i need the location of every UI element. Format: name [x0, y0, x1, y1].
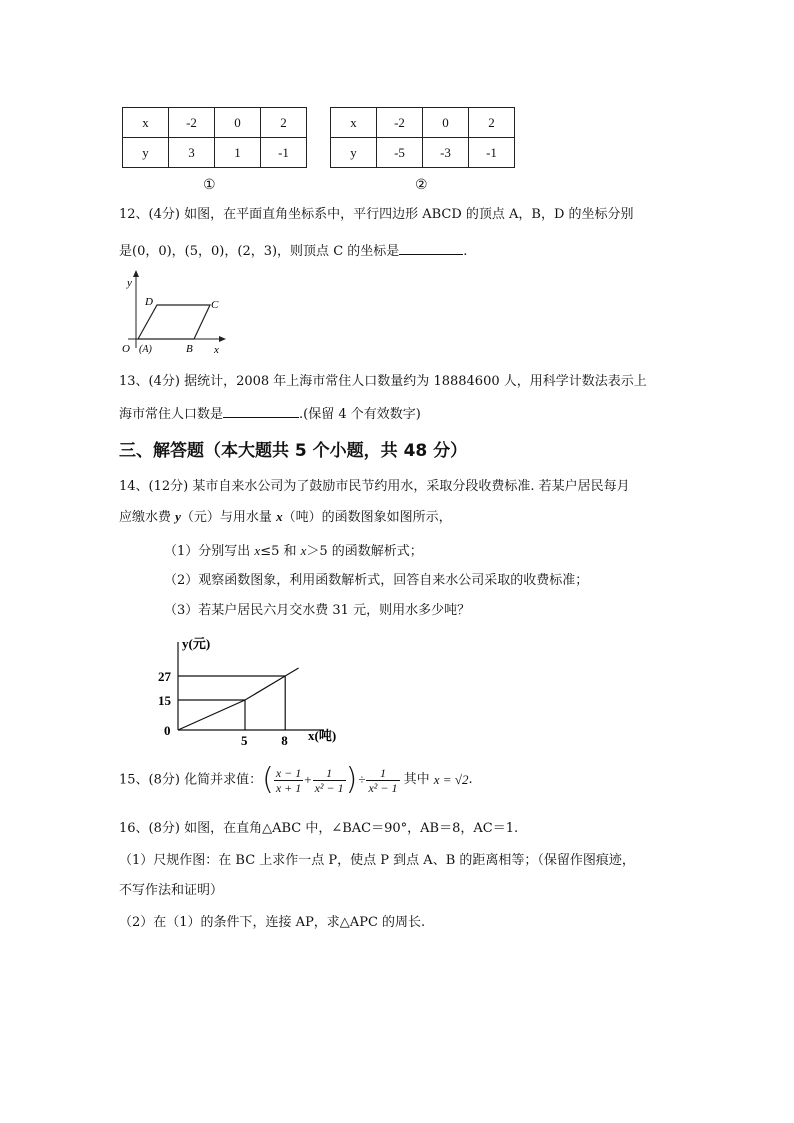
table-cell: 3: [169, 138, 215, 168]
table-cell: x: [123, 108, 169, 138]
q15-condition: x = √2: [433, 772, 469, 787]
q14-sub-3: （3）若某户居民六月交水费 31 元，则用水多少吨？: [164, 603, 471, 618]
value-table-1: [122, 107, 307, 168]
q14-var-x: x: [254, 543, 261, 558]
fraction-1: [274, 766, 303, 795]
table-cell: -1: [261, 138, 307, 168]
figure-x-arrow: [219, 336, 226, 342]
chart-x-tick-label: 5: [241, 733, 248, 748]
q14-sub-2: （2）观察函数图象，利用函数解析式，回答自来水公司采取的收费标准；: [164, 573, 589, 588]
plus-sign: +: [304, 772, 312, 787]
q16-line-2: （1）尺规作图：在 BC 上求作一点 P，使点 P 到点 A、B 的距离相等；（保留作图痕迹，: [119, 853, 635, 868]
q13-text: 海市常住人口数是: [119, 407, 224, 422]
table-cell: -3: [423, 138, 469, 168]
table-cell: -1: [469, 138, 515, 168]
figure-label-x: x: [214, 344, 219, 356]
chart-axes: [178, 642, 324, 730]
q14-text: 应缴水费: [119, 510, 176, 525]
q16-line-4: （2）在（1）的条件下，连接 AP，求△APC 的周长.: [119, 915, 426, 930]
table-cell: 0: [423, 108, 469, 138]
chart-x-label: x(吨): [308, 728, 337, 743]
q15-end: .: [468, 772, 473, 787]
table-cell: 2: [469, 108, 515, 138]
parallelogram-shape: [138, 305, 210, 339]
chart-y-tick-label: 27: [158, 669, 171, 684]
right-paren: ): [345, 762, 358, 797]
chart-x-tick-label: 8: [281, 733, 288, 748]
table-marker-1: ①: [203, 177, 216, 193]
figure-label-y: y: [127, 277, 132, 289]
fraction-numerator: x − 1: [275, 765, 302, 780]
q12-line-1: 12、(4分) 如图，在平面直角坐标系中，平行四边形 ABCD 的顶点 A，B，D 的坐标分别: [119, 207, 634, 222]
answer-blank[interactable]: [399, 240, 463, 255]
answer-blank[interactable]: [223, 403, 299, 418]
chart-guides: [178, 676, 285, 730]
q16-line-3: 不写作法和证明）: [119, 883, 224, 898]
table-cell: -2: [377, 108, 423, 138]
q14-var-x: x: [300, 543, 307, 558]
table-cell: x: [331, 108, 377, 138]
q16-line-1: 16、(8分) 如图，在直角△ABC 中，∠BAC＝90°，AB＝8，AC＝1.: [119, 821, 519, 836]
q15-text: 其中: [399, 772, 434, 787]
q14-sub-1: [164, 542, 423, 561]
fraction-3: [366, 766, 399, 795]
q14-text: （1）分别写出: [164, 544, 255, 559]
q14-var-y: y: [175, 509, 181, 524]
water-fee-chart: [150, 632, 370, 750]
q14-text: （吨）的函数图象如图所示，: [282, 510, 452, 525]
fraction-numerator: 1: [313, 766, 346, 781]
q12-end: .: [463, 244, 468, 259]
divide-sign: ÷: [358, 772, 366, 787]
fraction-denominator: x² − 1: [314, 780, 344, 795]
chart-labels: [158, 636, 336, 748]
q15-line: [119, 758, 473, 802]
table-cell: y: [331, 138, 377, 168]
figure-label-c: C: [211, 299, 219, 311]
table-cell: 1: [215, 138, 261, 168]
q12-line-2: [119, 240, 467, 261]
chart-series-line: [178, 668, 299, 730]
fraction-denominator: x² − 1: [368, 780, 398, 795]
table-cell: 2: [261, 108, 307, 138]
q13-line-2: [119, 403, 421, 424]
table-cell: y: [123, 138, 169, 168]
q14-var-x: x: [276, 509, 283, 524]
table-cell: -2: [169, 108, 215, 138]
q14-text: ≤5 和: [260, 544, 301, 559]
fraction-numerator: 1: [366, 766, 399, 781]
table-marker-2: ②: [415, 177, 428, 193]
value-table-2: [330, 107, 515, 168]
table-cell: -5: [377, 138, 423, 168]
chart-y-tick-label: 15: [158, 693, 171, 708]
q14-line-1: 14、(12分) 某市自来水公司为了鼓励市民节约用水，采取分段收费标准. 若某户居民每月: [119, 479, 630, 494]
table-cell: 0: [215, 108, 261, 138]
q13-end: .(保留 4 个有效数字): [299, 407, 421, 422]
q12-text: 是(0，0)，(5，0)，(2，3)，则顶点 C 的坐标是: [119, 244, 400, 259]
chart-y-label: y(元): [182, 636, 211, 651]
section-title: 三、解答题（本大题共 5 个小题，共 48 分）: [119, 441, 468, 461]
q14-line-2: [119, 508, 452, 527]
figure-y-arrow: [133, 270, 139, 277]
q15-prefix: 15、(8分) 化简并求值：: [119, 772, 263, 788]
figure-label-d: D: [145, 296, 153, 308]
figure-label-b: B: [186, 343, 193, 355]
figure-label-a: (A): [139, 344, 152, 355]
q14-text: （元）与用水量: [180, 510, 277, 525]
chart-origin-label: 0: [164, 723, 171, 738]
q14-text: ＞5 的函数解析式；: [306, 544, 423, 559]
parallelogram-figure: [112, 268, 232, 360]
left-paren: (: [262, 762, 274, 797]
figure-label-o: O: [122, 343, 130, 355]
q13-line-1: 13、(4分) 据统计，2008 年上海市常住人口数量约为 18884600 人，用科学计数法表示上: [119, 374, 647, 389]
fraction-2: [313, 766, 346, 795]
fraction-denominator: x + 1: [275, 780, 302, 795]
